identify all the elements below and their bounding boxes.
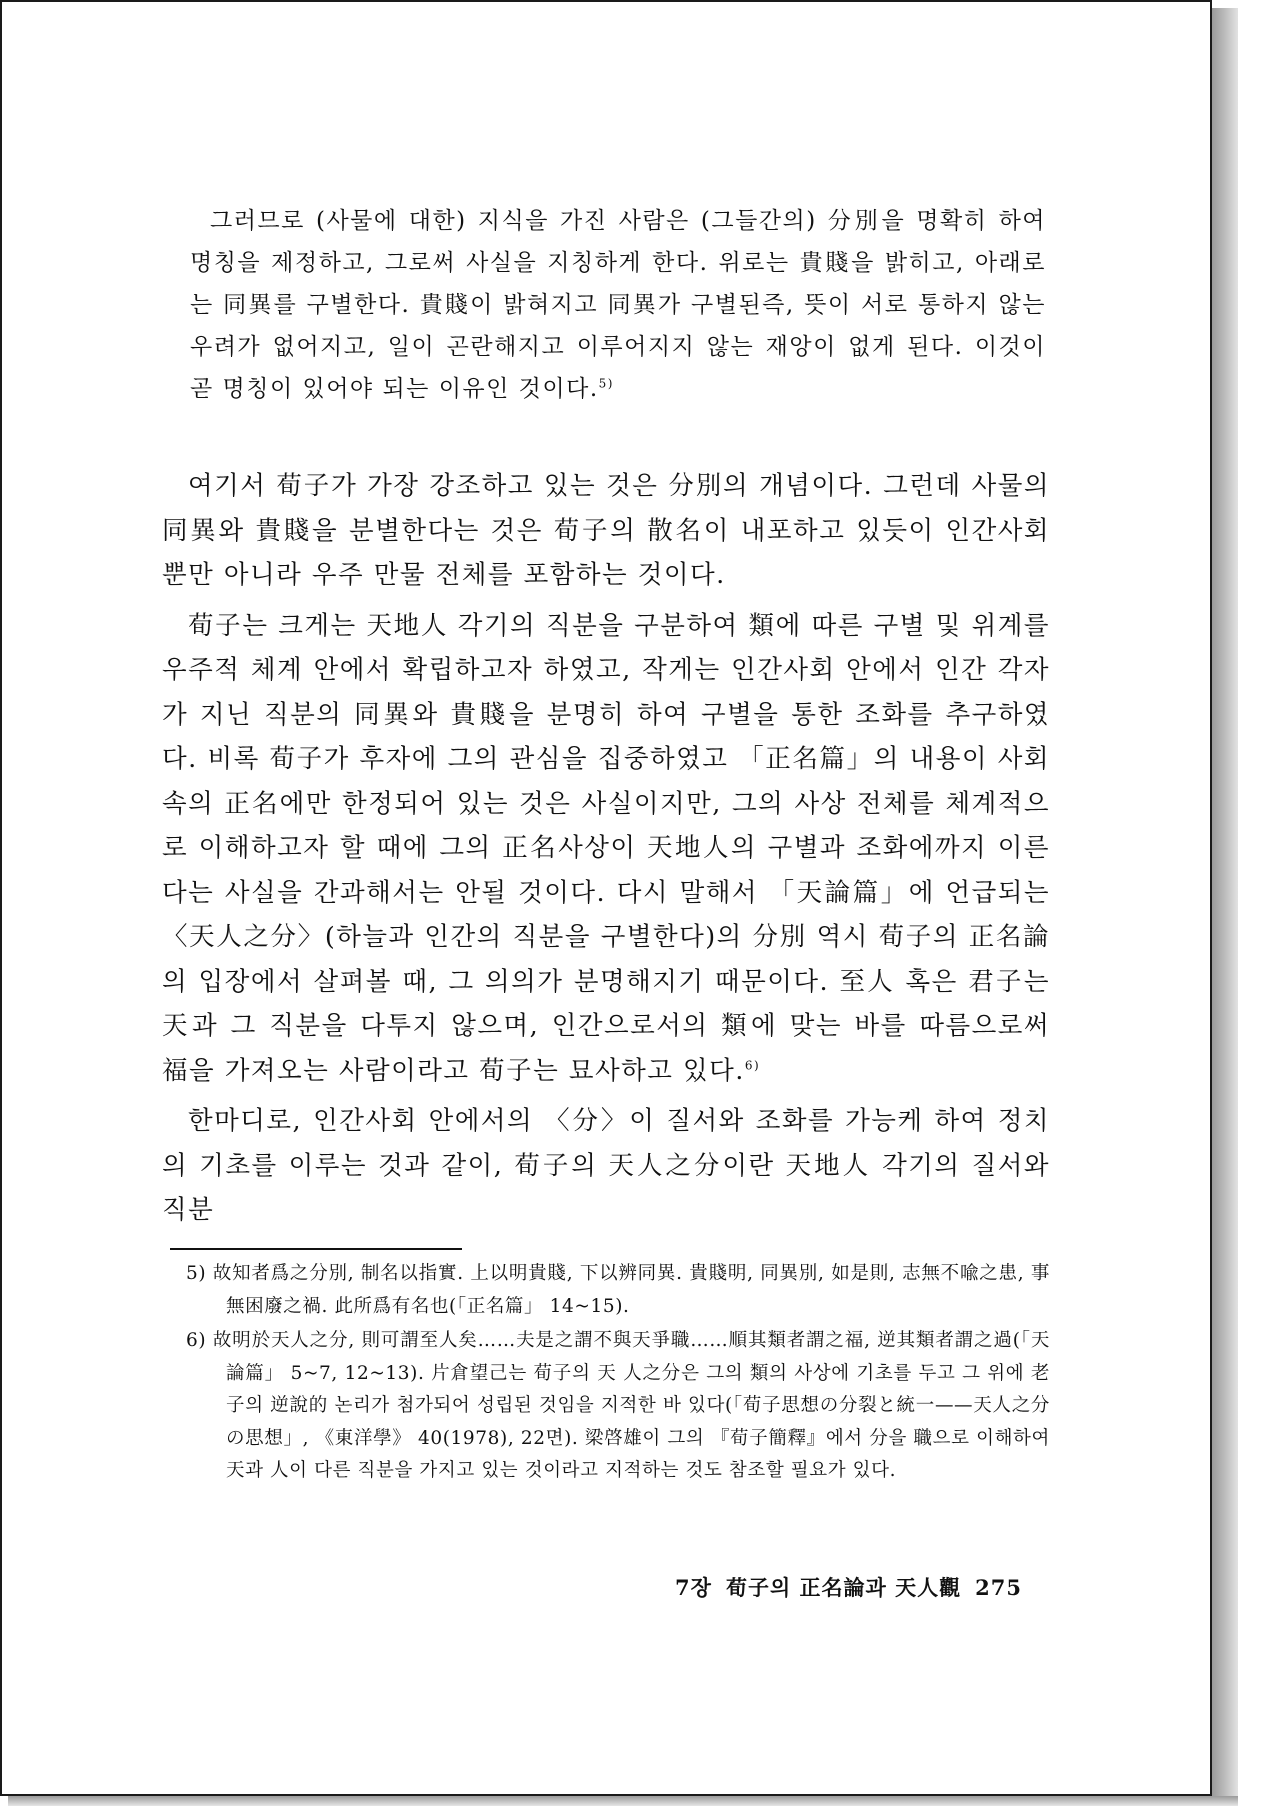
quote-paragraph: [190, 200, 1046, 410]
block-quote: [190, 200, 1046, 410]
paragraph-1: [162, 464, 1050, 598]
running-footer: [642, 1572, 1022, 1602]
quote-text: 그러므로 (사물에 대한) 지식을 가진 사람은 (그들간의) 分別을 명확히 하여 명칭을 제정하고, 그로써 사실을 지칭하게 한다. 위로는 貴賤을 밝히고, 아래로는 同異를 구별한다. 貴賤이 밝혀지고 同異가 구별된즉, 뜻이 서로 통하지 않는 우려가 없어지고, 일이 곤란해지고 이루어지지 않는 재앙이 없게 된다. 이것이 곧 명칭이 있어야 되는 이유인 것이다.: [190, 208, 1046, 402]
footnote-ref-6: 6): [744, 1058, 761, 1072]
footnote-ref-5: 5): [598, 376, 614, 391]
paragraph-3-text: 한마디로, 인간사회 안에서의 〈分〉이 질서와 조화를 가능케 하여 정치의 기초를 이루는 것과 같이, 荀子의 天人之分이란 天地人 각기의 질서와 직분: [162, 1106, 1050, 1225]
paragraph-3: [162, 1099, 1050, 1233]
page-edge-shadow: [1212, 8, 1238, 1796]
footnotes: [186, 1258, 1050, 1490]
footnote-6: 6) 故明於天人之分, 則可謂至人矣……夫是之謂不與天爭職……順其類者謂之福, 逆其類者謂之過(「天論篇」 5~7, 12~13). 片倉望己는 荀子의 天 人之分은 그의 類의 사상에 기초를 두고 그 위에 老子의 逆說的 논리가 첨가되어 성립된 것임을 지적한 바 있다(「荀子思想の分裂と統一——天人之分の思想」, 《東洋學》 40(1978), 22면). 梁啓雄이 그의 『荀子簡釋』에서 分을 職으로 이해하여 天과 人이 다른 직분을 가지고 있는 것이라고 지적하는 것도 참조할 필요가 있다.: [186, 1330, 1050, 1481]
footer-chapter: 7장: [675, 1575, 712, 1600]
page-bottom-shadow: [8, 1796, 1238, 1806]
paragraph-1-text: 여기서 荀子가 가장 강조하고 있는 것은 分別의 개념이다. 그런데 사물의 同異와 貴賤을 분별한다는 것은 荀子의 散名이 내포하고 있듯이 인간사회뿐만 아니라 우주 만물 전체를 포함하는 것이다.: [162, 471, 1050, 590]
footnote-5: 5) 故知者爲之分別, 制名以指實. 上以明貴賤, 下以辨同異. 貴賤明, 同異別, 如是則, 志無不喩之患, 事無困廢之禍. 此所爲有名也(「正名篇」 14~15).: [186, 1263, 1050, 1317]
page-number: 275: [975, 1575, 1022, 1600]
footer-title: 荀子의 正名論과 天人觀: [725, 1575, 962, 1600]
body-text: [162, 464, 1050, 1239]
footnote-divider: [170, 1248, 462, 1250]
paragraph-2: [162, 604, 1050, 1094]
paragraph-2-text: 荀子는 크게는 天地人 각기의 직분을 구분하여 類에 따른 구별 및 위계를 우주적 체계 안에서 확립하고자 하였고, 작게는 인간사회 안에서 인간 각자가 지닌 직분의 同異와 貴賤을 분명히 하여 구별을 통한 조화를 추구하였다. 비록 荀子가 후자에 그의 관심을 집중하였고 「正名篇」의 내용이 사회 속의 正名에만 한정되어 있는 것은 사실이지만, 그의 사상 전체를 체계적으로 이해하고자 할 때에 그의 正名사상이 天地人의 구별과 조화에까지 이른다는 사실을 간과해서는 안될 것이다. 다시 말해서 「天論篇」에 언급되는 〈天人之分〉(하늘과 인간의 직분을 구별한다)의 分別 역시 荀子의 正名論의 입장에서 살펴볼 때, 그 의의가 분명해지기 때문이다. 至人 혹은 君子는 天과 그 직분을 다투지 않으며, 인간으로서의 類에 맞는 바를 따름으로써 福을 가져오는 사람이라고 荀子는 묘사하고 있다.: [162, 610, 1050, 1086]
